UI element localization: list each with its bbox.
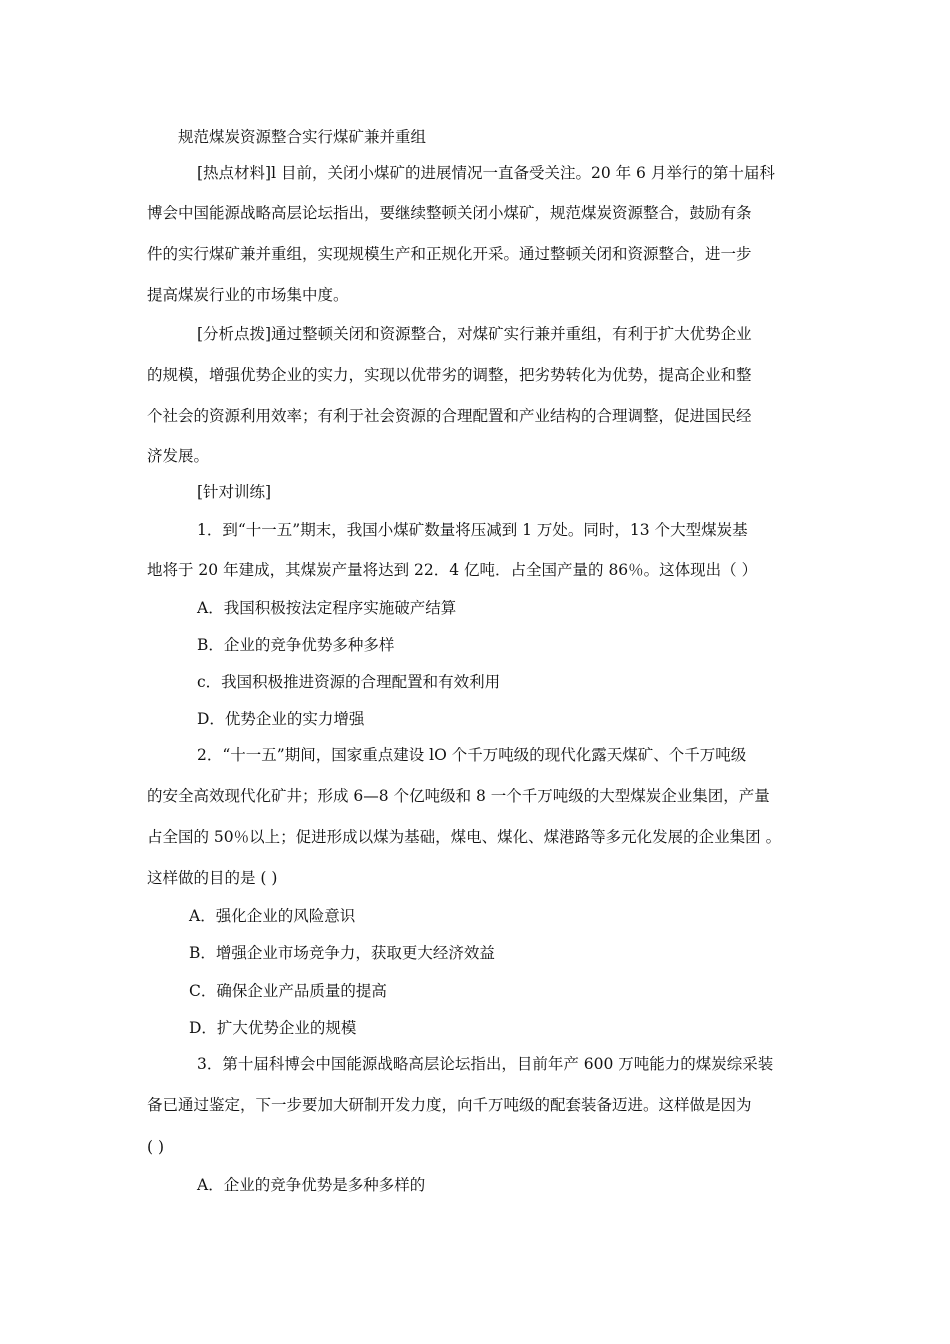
- analysis-line: 济发展。: [147, 447, 210, 465]
- question-2-option: D．扩大优势企业的规模: [189, 1019, 357, 1037]
- material-line: 件的实行煤矿兼并重组，实现规模生产和正规化开采。通过整顿关闭和资源整合，进一步: [147, 245, 752, 263]
- question-1-stem: 1．到“十一五”期末，我国小煤矿数量将压减到 1 万处。同时，13 个大型煤炭基: [197, 521, 748, 539]
- document-title: 规范煤炭资源整合实行煤矿兼并重组: [178, 128, 427, 146]
- question-2-stem: 占全国的 50％以上；促进形成以煤为基础，煤电、煤化、煤港路等多元化发展的企业集团 。: [147, 828, 782, 846]
- question-1-option: D．优势企业的实力增强: [197, 710, 365, 728]
- material-line: 提高煤炭行业的市场集中度。: [147, 286, 349, 304]
- question-1-stem: 地将于 20 年建成，其煤炭产量将达到 22．4 亿吨．占全国产量的 86％。这体现出（ ）: [147, 561, 758, 579]
- question-2-stem: 的安全高效现代化矿井；形成 6—8 个亿吨级和 8 一个千万吨级的大型煤炭企业集团，产量: [147, 787, 770, 805]
- question-3-stem: ( ): [147, 1138, 165, 1156]
- question-3-stem: 备已通过鉴定，下一步要加大研制开发力度，向千万吨级的配套装备迈进。这样做是因为: [147, 1096, 752, 1114]
- question-1-option: B．企业的竞争优势多种多样: [197, 636, 395, 654]
- question-2-option: A．强化企业的风险意识: [189, 907, 356, 925]
- question-2-option: C．确保企业产品质量的提高: [189, 982, 387, 1000]
- question-2-stem: 这样做的目的是 ( ): [147, 869, 278, 887]
- question-1-option: c．我国积极推进资源的合理配置和有效利用: [197, 673, 501, 691]
- material-line: [热点材料]l 目前，关闭小煤矿的进展情况一直备受关注。20 年 6 月举行的第十届科: [197, 164, 775, 182]
- question-1-option: A．我国积极按法定程序实施破产结算: [197, 599, 457, 617]
- question-2-option: B．增强企业市场竞争力，获取更大经济效益: [189, 944, 495, 962]
- analysis-line: [分析点拨]通过整顿关闭和资源整合，对煤矿实行兼并重组，有利于扩大优势企业: [197, 325, 752, 343]
- analysis-line: 个社会的资源利用效率；有利于社会资源的合理配置和产业结构的合理调整，促进国民经: [147, 407, 752, 425]
- question-2-stem: 2．“十一五”期间，国家重点建设 lO 个千万吨级的现代化露天煤矿、个千万吨级: [197, 746, 747, 764]
- question-3-stem: 3．第十届科博会中国能源战略高层论坛指出，目前年产 600 万吨能力的煤炭综采装: [197, 1055, 774, 1073]
- training-heading: [针对训练]: [197, 483, 272, 501]
- analysis-line: 的规模，增强优势企业的实力，实现以优带劣的调整，把劣势转化为优势，提高企业和整: [147, 366, 752, 384]
- question-3-option: A．企业的竞争优势是多种多样的: [197, 1176, 426, 1194]
- material-line: 博会中国能源战略高层论坛指出，要继续整顿关闭小煤矿，规范煤炭资源整合，鼓励有条: [147, 204, 752, 222]
